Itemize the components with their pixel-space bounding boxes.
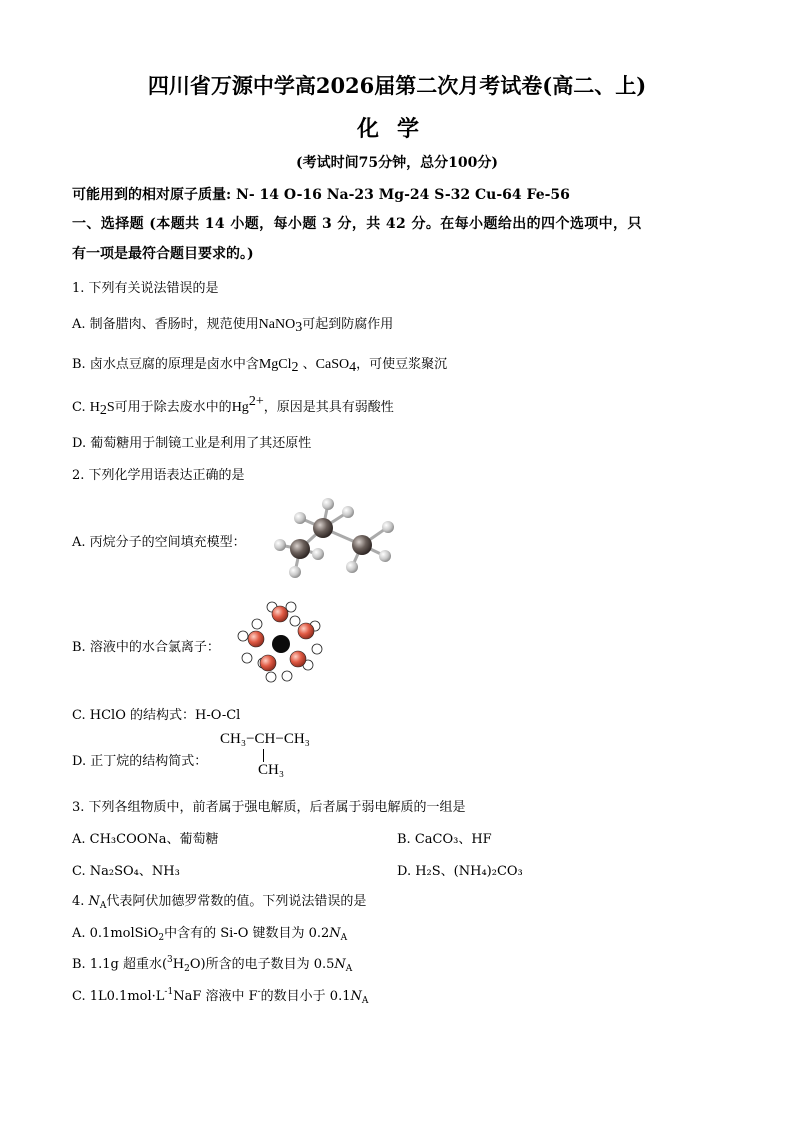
subject-title: 化学 (356, 116, 437, 142)
q4-option-c: C. $1L0.1mol\cdot L^{-1}NaF$ 溶液中 F-的数目小于 $0.1N_A$ (72, 987, 369, 1006)
q3-option-a: A. CH₃COONa、葡萄糖 (72, 832, 219, 847)
butane-formula-main: CH₃−CH−CH₃ (220, 731, 310, 747)
q1-stem: 1. 下列有关说法错误的是 (72, 281, 219, 296)
section1-heading-cont: 有一项是最符合题目要求的。) (72, 246, 254, 262)
q1-option-b: B. 卤水点豆腐的原理是卤水中含MgCl$_2$ 、CaSO$_4$，可使豆浆聚沉 (72, 357, 448, 375)
hydrated-chloride-icon (235, 600, 330, 688)
butane-bond-line (263, 749, 264, 762)
atomic-mass-line: 可能用到的相对原子质量: N- 14 O-16 Na-23 Mg-24 S-32 Cu-64 Fe-56 (72, 187, 570, 203)
exam-info: (考试时间75分钟，总分100分) (296, 155, 498, 171)
q4-stem: 4. $N_A$代表阿伏加德罗常数的值。下列说法错误的是 (72, 894, 367, 911)
q2-option-b: B. 溶液中的水合氯离子： (72, 640, 220, 655)
section1-heading: 一、选择题 (本题共 14 小题，每小题 3 分，共 42 分。在每小题给出的四个选项中，只 (72, 216, 642, 232)
q1-option-a: A. 制备腊肉、香肠时，规范使用NaNO$_3$可起到防腐作用 (72, 317, 394, 335)
chloride-ion (272, 635, 290, 653)
exam-title: 四川省万源中学高2026届第二次月考试卷(高二、上) (147, 73, 647, 98)
hydrogen-atoms (274, 498, 394, 578)
q2-option-c: C. HClO 的结构式：H-O-Cl (72, 708, 241, 723)
q3-stem: 3. 下列各组物质中，前者属于强电解质，后者属于弱电解质的一组是 (72, 800, 466, 815)
q3-option-b: B. CaCO₃、HF (397, 832, 492, 847)
q3-option-d: D. H₂S、(NH₄)₂CO₃ (397, 864, 523, 879)
carbon-atoms (290, 518, 372, 559)
q1-option-c: C. $H_2S$可用于除去废水中的$Hg^{2+}$，原因是其具有弱酸性 (72, 394, 394, 418)
q2-stem: 2. 下列化学用语表达正确的是 (72, 468, 245, 483)
q2-option-a: A. 丙烷分子的空间填充模型： (72, 535, 246, 550)
q2-option-d: D. 正丁烷的结构简式： (72, 754, 208, 769)
butane-formula-branch: CH₃ (258, 762, 285, 778)
q1-option-d: D. 葡萄糖用于制镜工业是利用了其还原性 (72, 436, 312, 451)
q4-option-b: B. 1.1g 超重水$(^3H_2O)$所含的电子数目为 $0.5N_A$ (72, 955, 353, 974)
q4-option-a: A. 0.1molSiO$_2$中含有的 Si-O 键数目为 $0.2N_A$ (72, 926, 348, 943)
propane-model-icon (270, 492, 400, 582)
q3-option-c: C. Na₂SO₄、NH₃ (72, 864, 180, 879)
